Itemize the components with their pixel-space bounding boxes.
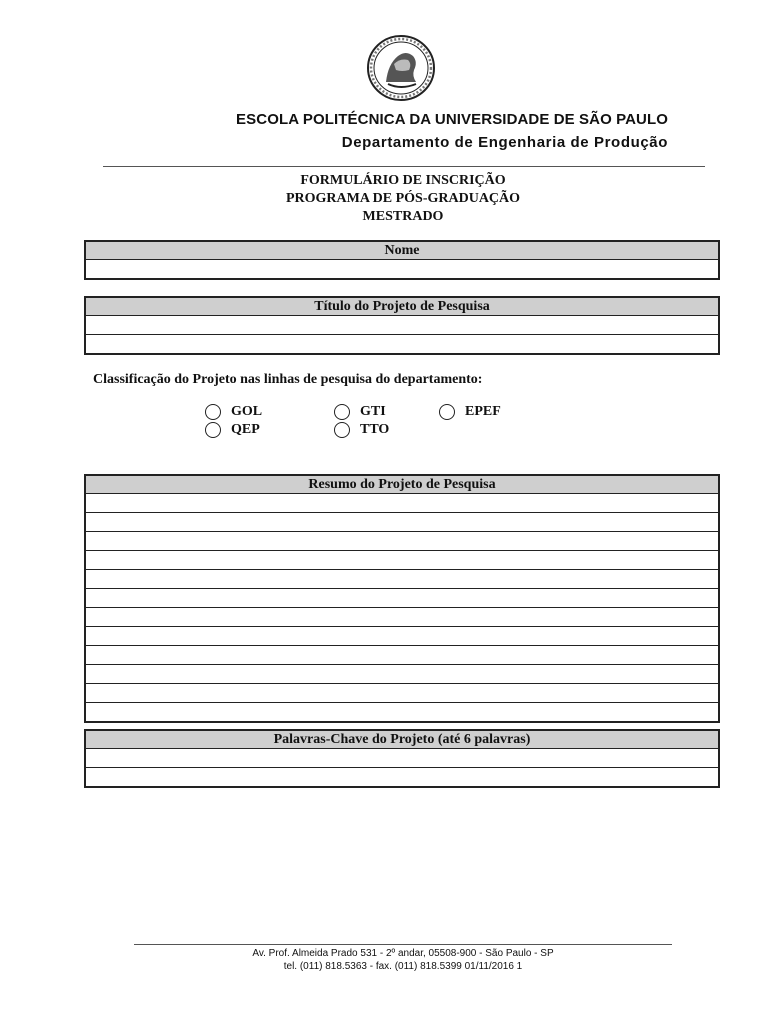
resumo-field-row[interactable]: [86, 646, 718, 665]
resumo-field-row[interactable]: [86, 665, 718, 684]
option-tto[interactable]: [334, 422, 389, 438]
resumo-field-row[interactable]: [86, 513, 718, 532]
classificacao-label: Classificação do Projeto nas linhas de pesquisa do departamento:: [93, 372, 483, 387]
radio-gti-icon[interactable]: [334, 404, 350, 420]
form-titles: [0, 172, 770, 226]
radio-tto-icon[interactable]: [334, 422, 350, 438]
option-epef-label: EPEF: [465, 404, 501, 419]
palavras-field-row[interactable]: [86, 749, 718, 768]
nome-box: [84, 240, 720, 280]
resumo-field-row[interactable]: [86, 627, 718, 646]
option-epef[interactable]: [439, 404, 501, 420]
resumo-field-row[interactable]: [86, 532, 718, 551]
resumo-field-row[interactable]: [86, 684, 718, 703]
radio-epef-icon[interactable]: [439, 404, 455, 420]
option-gol[interactable]: [205, 404, 262, 420]
header-divider: [103, 166, 705, 167]
department-title: Departamento de Engenharia de Produção: [341, 134, 668, 151]
palavras-header: Palavras-Chave do Projeto (até 6 palavras): [86, 731, 718, 749]
institution-title: ESCOLA POLITÉCNICA DA UNIVERSIDADE DE SÃO PAULO: [236, 111, 668, 128]
footer-address: Av. Prof. Almeida Prado 531 - 2º andar, 05508-900 - São Paulo - SP: [252, 948, 554, 959]
form-title-line1: FORMULÁRIO DE INSCRIÇÃO: [300, 173, 506, 188]
resumo-field-row[interactable]: [86, 494, 718, 513]
footer-contact: tel. (011) 818.5363 - fax. (011) 818.5399 01/11/2016 1: [283, 961, 523, 972]
palavras-box: [84, 729, 720, 788]
resumo-box: [84, 474, 720, 723]
option-gti[interactable]: [334, 404, 386, 420]
university-crest-logo: [366, 34, 436, 102]
titulo-header: Título do Projeto de Pesquisa: [86, 298, 718, 316]
option-qep-label: QEP: [231, 422, 260, 437]
footer-divider: [134, 944, 672, 945]
titulo-box: [84, 296, 720, 355]
nome-header: Nome: [86, 242, 718, 260]
resumo-field-row[interactable]: [86, 551, 718, 570]
form-title-line2: PROGRAMA DE PÓS-GRADUAÇÃO: [285, 191, 521, 206]
option-gol-label: GOL: [231, 404, 263, 419]
form-title-line3: MESTRADO: [362, 209, 444, 224]
nome-field[interactable]: [86, 260, 718, 278]
resumo-field-row[interactable]: [86, 608, 718, 627]
resumo-header: Resumo do Projeto de Pesquisa: [86, 476, 718, 494]
palavras-field-row[interactable]: [86, 768, 718, 786]
resumo-field-row[interactable]: [86, 703, 718, 721]
option-qep[interactable]: [205, 422, 260, 438]
option-gti-label: GTI: [360, 404, 386, 419]
resumo-field-row[interactable]: [86, 570, 718, 589]
titulo-field-row[interactable]: [86, 335, 718, 353]
radio-qep-icon[interactable]: [205, 422, 221, 438]
option-tto-label: TTO: [360, 422, 390, 437]
titulo-field-row[interactable]: [86, 316, 718, 335]
resumo-field-row[interactable]: [86, 589, 718, 608]
radio-gol-icon[interactable]: [205, 404, 221, 420]
